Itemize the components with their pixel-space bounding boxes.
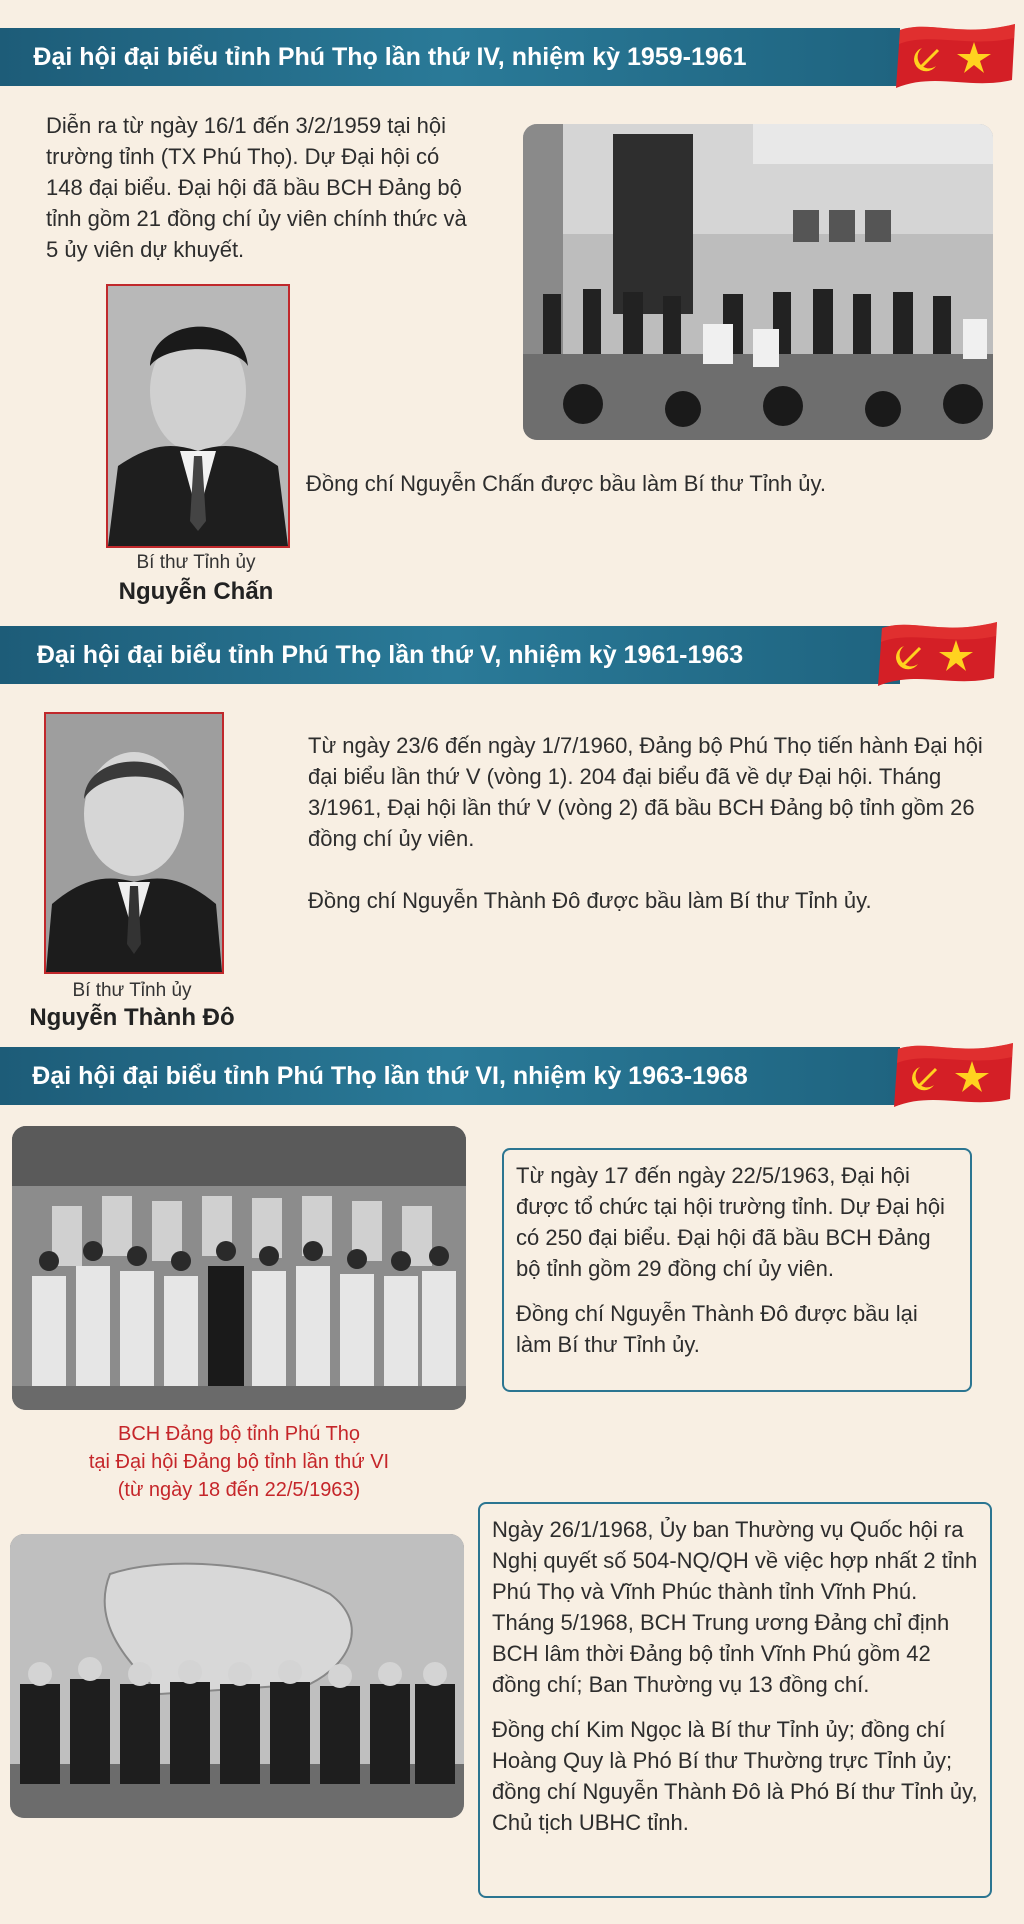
section-banner-v bbox=[0, 626, 900, 684]
section-title: Đại hội đại biểu tỉnh Phú Thọ lần thứ IV, nhiệm kỳ 1959-1961 bbox=[33, 42, 747, 71]
intro-paragraph: Diễn ra từ ngày 16/1 đến 3/2/1959 tại hội trường tỉnh (TX Phú Thọ). Dự Đại hội có 148 đại biểu. Đại hội đã bầu BCH Đảng bộ tỉnh gồm 21 đồng chí ủy viên chính thức và 5 ủy viên dự khuyết. bbox=[46, 113, 467, 262]
portrait-nguyen-chan bbox=[106, 284, 290, 548]
party-flag-icon bbox=[890, 18, 1020, 92]
paragraph: Từ ngày 17 đến ngày 22/5/1963, Đại hội được tổ chức tại hội trường tỉnh. Dự Đại hội có 250 đại biểu. Đại hội đã bầu BCH Đảng bộ tỉnh gồm 29 đồng chí ủy viên. bbox=[516, 1163, 945, 1281]
congress-hall-photo bbox=[523, 124, 993, 440]
paragraph: Đồng chí Nguyễn Thành Đô được bầu lại làm Bí thư Tỉnh ủy. bbox=[516, 1301, 918, 1357]
map-group-photo bbox=[10, 1534, 464, 1818]
section-intro-text bbox=[46, 110, 476, 265]
info-box-vinh-phu bbox=[478, 1502, 992, 1898]
paragraph: Đồng chí Nguyễn Thành Đô được bầu làm Bí thư Tỉnh ủy. bbox=[308, 888, 872, 913]
secretary-note: Đồng chí Nguyễn Chấn được bầu làm Bí thư Tỉnh ủy. bbox=[306, 471, 827, 496]
section-banner-iv bbox=[0, 28, 900, 86]
party-flag-icon bbox=[888, 1037, 1018, 1111]
portrait-name-label: Nguyễn Chấn bbox=[118, 578, 274, 605]
caption-line: (từ ngày 18 đến 22/5/1963) bbox=[117, 1479, 361, 1501]
portrait-role-label: Bí thư Tỉnh ủy bbox=[72, 980, 192, 1001]
paragraph: Từ ngày 23/6 đến ngày 1/7/1960, Đảng bộ Phú Thọ tiến hành Đại hội đại biểu lần thứ V (vòng 1). 204 đại biểu đã về dự Đại hội. Tháng 3/1961, Đại hội lần thứ V (vòng 2) đã bầu BCH Đảng bộ tỉnh gồm 26 đồng chí ủy viên. bbox=[308, 733, 983, 851]
portrait-role-label: Bí thư Tỉnh ủy bbox=[136, 552, 256, 573]
paragraph: Đồng chí Kim Ngọc là Bí thư Tỉnh ủy; đồng chí Hoàng Quy là Phó Bí thư Thường trực Tỉnh ủy; đồng chí Nguyễn Thành Đô là Phó Bí thư Tỉnh ủy, Chủ tịch UBHC tỉnh. bbox=[492, 1717, 978, 1835]
group-photo-caption bbox=[12, 1420, 466, 1504]
paragraph: Ngày 26/1/1968, Ủy ban Thường vụ Quốc hội ra Nghị quyết số 504-NQ/QH về việc hợp nhất 2 tỉnh Phú Thọ và Vĩnh Phúc thành tỉnh Vĩnh Phú. Tháng 5/1968, BCH Trung ương Đảng chỉ định BCH lâm thời Đảng bộ tỉnh Vĩnh Phú gồm 42 đồng chí; Ban Thường vụ 13 đồng chí. bbox=[492, 1517, 978, 1697]
section-title: Đại hội đại biểu tỉnh Phú Thọ lần thứ VI, nhiệm kỳ 1963-1968 bbox=[32, 1061, 748, 1090]
caption-line: BCH Đảng bộ tỉnh Phú Thọ bbox=[117, 1423, 360, 1445]
group-photo-bch bbox=[12, 1126, 466, 1410]
party-flag-icon bbox=[872, 616, 1002, 690]
caption-line: tại Đại hội Đảng bộ tỉnh lần thứ VI bbox=[88, 1451, 390, 1473]
section-banner-vi bbox=[0, 1047, 900, 1105]
section-title: Đại hội đại biểu tỉnh Phú Thọ lần thứ V, nhiệm kỳ 1961-1963 bbox=[36, 640, 744, 669]
portrait-name-label: Nguyễn Thành Đô bbox=[29, 1004, 235, 1031]
info-box-vi bbox=[502, 1148, 972, 1392]
portrait-nguyen-thanh-do bbox=[44, 712, 224, 974]
section-v-text bbox=[308, 730, 988, 916]
